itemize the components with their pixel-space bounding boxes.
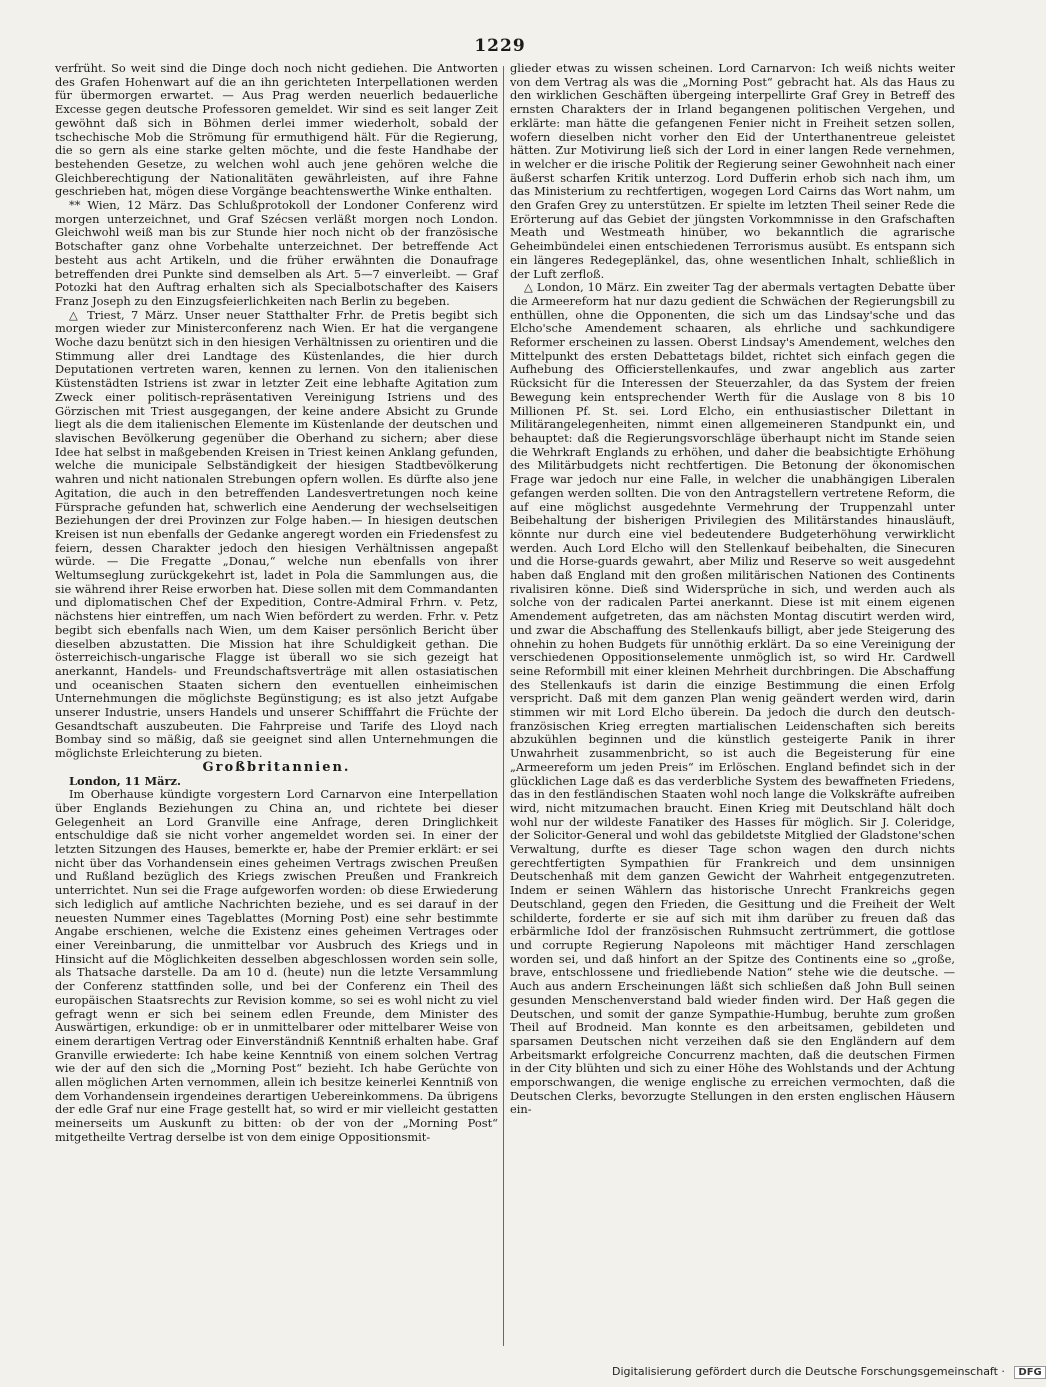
article-vienna: ** Wien, 12 März. Das Schlußprotokoll der Londoner Conferenz wird morgen unterzeichnet, und Graf Szécsen verläßt morgen noch London. Gleichwohl weiß man bis zur Stunde hier noch nicht ob der französische Botschafter ganz ohne Vorbehalte unterzeichnet. Der betreffende Act besteht aus acht Artikeln, und die früher erwähnten die Donaufrage betreffenden drei Punkte sind demselben als Art. 5—7 einverleibt. — Graf Potozki hat den Auftrag erhalten sich als Specialbotschafter des Kaisers Franz Joseph zu den Einzugsfeierlichkeiten nach Berlin zu begeben. bbox=[55, 198, 498, 308]
article-london-upper-house: Im Oberhause kündigte vorgestern Lord Carnarvon eine Interpellation über Englands Beziehungen zu China an, und richtete bei dieser Gelegenheit an Lord Granville eine Anfrage, deren Dringlichkeit entschuldige daß sie nicht vorher angemeldet worden sei. In einer der letzten Sitzungen des Hauses, bemerkte er, habe der Premier erklärt: er sei nicht über das Vorhandensein eines geheimen Vertrags zwischen Preußen und Rußland bezüglich des Kriegs zwischen Preußen und Frankreich unterrichtet. Nun sei die Frage aufgeworfen worden: ob diese Erwiederung sich lediglich auf amtliche Nachrichten beziehe, und es sei darauf in der neuesten Nummer eines Tageblattes (Morning Post) eine sehr bestimmte Angabe erschienen, welche die Existenz eines geheimen Vertrages oder einer Vereinbarung, die unmittelbar vor Ausbruch des Kriegs und in Hinsicht auf die Möglichkeiten desselben abgeschlossen worden sein solle, als Thatsache darstelle. Da am 10 d. (heute) nun die letzte Versammlung der Conferenz stattfinden solle, und bei der Conferenz ein Theil des europäischen Staatsrechts zur Revision komme, so sei es wohl nicht zu viel gefragt wenn er sich bei seinem edlen Freunde, dem Minister des Auswärtigen, erkundige: ob er in unmittelbarer oder mittelbarer Weise von einem derartigen Vertrag oder Einverständniß Kenntniß erhalten habe. Graf Granville erwiederte: Ich habe keine Kenntniß von einem solchen Vertrag wie der auf den sich die „Morning Post“ bezieht. Ich habe Gerüchte von allen möglichen Arten vernommen, allein ich besitze keinerlei Kenntniß von dem Vorhandensein irgendeines derartigen Uebereinkommens. Da übrigens der edle Graf nur eine Frage gestellt hat, so wird er mir vielleicht gestatten meinerseits um Auskunft zu bitten: ob der von der „Morning Post“ mitgetheilte Vertrag derselbe ist von dem einige Oppositionsmit- bbox=[55, 787, 498, 1144]
article-continued: glieder etwas zu wissen scheinen. Lord Carnarvon: Ich weiß nichts weiter von dem Vertrag als was die „Morning Post“ gebracht hat. Als das Haus zu den wirklichen Geschäften übergeing interpellirte Graf Grey in Betreff des ernsten Charakters der in Irland begangenen politischen Vergehen, und erklärte: man hätte die gefangenen Fenier nicht in Freiheit setzen sollen, wofern dieselben nicht vorher den Eid der Unterthanentreue geleistet hätten. Zur Motivirung ließ sich der Lord in einer langen Rede vernehmen, in welcher er die irische Politik der Regierung seiner Gewohnheit nach einer äußerst scharfen Kritik unterzog. Lord Dufferin erhob sich nach ihm, um das Ministerium zu rechtfertigen, wogegen Lord Cairns das Wort nahm, um den Grafen Grey zu unterstützen. Er spielte im letzten Theil seiner Rede die Erörterung auf das Gebiet der jüngsten Vorkommnisse in den Grafschaften Meath und Westmeath hinüber, wo bekanntlich die agrarische Geheimbündelei einen entschiedenen Terrorismus ausübt. Es entspann sich ein längeres Redegeplänkel, das, ohne wesentlichen Inhalt, schließlich in der Luft zerfloß. bbox=[510, 61, 956, 281]
article-text: verfrüht. So weit sind die Dinge doch noch nicht gediehen. Die Antworten des Grafen Hohenwart auf die an ihn gerichteten Interpellationen werden für übermorgen erwartet. — Aus Prag werden neuerlich bedauerliche Excesse gegen deutsche Professoren gemeldet. Wir sind es seit langer Zeit gewöhnt daß sich in Böhmen derlei immer wiederholt, sobald der tschechische Mob die Strömung für ermuthigend hält. Für die Regierung, die so gern als eine starke gelten möchte, und die feste Handhabe der bestehenden Gesetze, zu welchen wohl auch jene gehören welche die Gleichberechtigung der Nationalitäten gewährleisten, auf ihre Fahne geschrieben hat, mögen diese Vorgänge beachtenswerthe Winke enthalten. bbox=[55, 61, 498, 199]
column-divider bbox=[503, 66, 504, 1346]
left-column bbox=[55, 62, 498, 1354]
section-title: Großbritannien. bbox=[202, 759, 351, 775]
dateline-london: London, 11 März. bbox=[69, 773, 181, 788]
footer-text: Digitalisierung gefördert durch die Deutsche Forschungsgemeinschaft · bbox=[612, 1365, 1005, 1378]
dfg-logo: DFG bbox=[1014, 1366, 1045, 1379]
article-london-army-reform: △ London, 10 März. Ein zweiter Tag der abermals vertagten Debatte über die Armeereform hat nur dazu gedient die Schwächen der Regierungsbill zu enthüllen, ohne die Opponenten, die sich um das Lindsay'sche und das Elcho'sche Amendement schaaren, als ehrliche und sachkundigere Reformer erscheinen zu lassen. Oberst Lindsay's Amendement, welches den Mittelpunkt des ersten Debattetags bildet, richtet sich einfach gegen die Aufhebung des Officierstellenkaufes, und zwar angeblich aus zarter Rücksicht für die Interessen der Steuerzahler, da das System der freien Bewegung kein entsprechender Werth für die Auslage von 8 bis 10 Millionen Pf. St. sei. Lord Elcho, ein enthusiastischer Dilettant in Militärangelegenheiten, nimmt einen allgemeineren Standpunkt ein, und behauptet: daß die Regierungsvorschläge überhaupt nicht im Stande seien die Wehrkraft Englands zu erhöhen, und daher die beabsichtigte Erhöhung des Militärbudgets nicht rechtfertigen. Die Betonung der ökonomischen Frage war jedoch nur eine Falle, in welcher die unabhängigen Liberalen gefangen werden sollten. Die von den Antragstellern vertretene Reform, die auf eine möglichst ausgedehnte Vermehrung der Truppenzahl unter Beibehaltung der bisherigen Privilegien des Militärstandes hinausläuft, könnte nur durch eine viel bedeutendere Budgeterhöhung verwirklicht werden. Auch Lord Elcho will den Stellenkauf beibehalten, die Sinecuren und die Horse-guards gewahrt, aber Miliz und Reserve so weit ausgedehnt haben daß England mit den großen militärischen Nationen des Continents rivalisiren könne. Dieß sind Widersprüche in sich, und werden auch als solche von der radicalen Partei anerkannt. Diese ist mit einem eigenen Amendement aufgetreten, das am nächsten Montag discutirt werden wird, und zwar die Abschaffung des Stellenkaufs billigt, aber jede Steigerung des ohnehin zu hohen Budgets für unnöthig erklärt. Da so eine Vereinigung der verschiedenen Oppositionselemente unmöglich ist, so wird Hr. Cardwell seine Reformbill mit einer kleinen Mehrheit durchbringen. Die Abschaffung des Stellenkaufs ist darin die einzige Bestimmung die einen Erfolg verspricht. Daß mit dem ganzen Plan wenig geändert werden wird, darin stimmen wir mit Lord Elcho überein. Da jedoch die durch den deutsch-französischen Krieg erregten martialischen Leidenschaften sich bereits abzukühlen beginnen und die künstlich gesteigerte Panik in ihrer Unwahrheit zusammenbricht, so ist auch die Begeisterung für eine „Armeereform um jeden Preis“ im Erlöschen. England befindet sich in der glücklichen Lage daß es das verderbliche System des bewaffneten Friedens, das in den festländischen Staaten wohl noch lange die Volkskräfte aufreiben wird, nicht mitzumachen braucht. Einen Krieg mit Deutschland hält doch wohl nur der wildeste Fanatiker des Hasses für möglich. Sir J. Coleridge, der Solicitor-General und wohl das gebildetste Mitglied der Gladstone'schen Verwaltung, durfte es dieser Tage schon wagen den durch nichts gerechtfertigten Sympathien für Frankreich und dem unsinnigen Deutschenhaß mit dem ganzen Gewicht der Wahrheit entgegenzutreten. Indem er seinen Wählern das historische Unrecht Frankreichs gegen Deutschland, gegen den Frieden, die Gesittung und die Freiheit der Welt schilderte, forderte er sie auf sich mit ihm darüber zu freuen daß das erbärmliche Idol der französischen Ruhmsucht zertrümmert, die gottlose und corrupte Regierung Napoleons mit mächtiger Hand zerschlagen worden sei, und daß hinfort an der Spitze des Continents eine so „große, brave, entschlossene und friedliebende Nation“ stehe wie die deutsche. — Auch aus andern Erscheinungen läßt sich schließen daß John Bull seinen gesunden Menschenverstand bald wieder finden wird. Der Haß gegen die Deutschen, und somit der ganze Sympathie-Humbug, beruhte zum großen Theil auf Brodneid. Man konnte es den arbeitsamen, gebildeten und sparsamen Deutschen nicht verzeihen daß sie den Engländern auf dem Arbeitsmarkt erfolgreiche Concurrenz machten, daß die deutschen Firmen in der City blühten und sich zu einer Höhe des Wohlstands und der Achtung emporschwangen, die wenige englische zu erreichen vermochten, daß die Deutschen Clerks, bevorzugte Stellungen in den ersten englischen Häusern ein- bbox=[510, 280, 955, 1117]
footer-credit bbox=[612, 1365, 1042, 1381]
right-column bbox=[510, 62, 955, 1354]
page-number: 1229 bbox=[474, 36, 526, 56]
article-triest: △ Triest, 7 März. Unser neuer Statthalter Frhr. de Pretis begibt sich morgen wieder zur Ministerconferenz nach Wien. Er hat die vergangene Woche dazu benützt sich in den hiesigen Verhältnissen zu orientiren und die Stimmung aller drei Landtage des Küstenlandes, die hier durch Deputationen vertreten waren, kennen zu lernen. Von den italienischen Küstenstädten Istriens ist zwar in letzter Zeit eine lebhafte Agitation zum Zweck einer politisch-repräsentativen Vereinigung Istriens und des Görzischen mit Triest ausgegangen, der keine andere Absicht zu Grunde liegt als die dem italienischen Elemente im Küstenlande der deutschen und slavischen Bevölkerung gegenüber die Oberhand zu sichern; aber diese Idee hat selbst in maßgebenden Kreisen in Triest keinen Anklang gefunden, welche die municipale Selbständigkeit der hiesigen Stadtbevölkerung wahren und nicht nationalen Strebungen opfern wollen. Es dürfte also jene Agitation, die auch in den betreffenden Landesvertretungen noch keine Fürsprache gefunden hat, schwerlich eine Aenderung der wechselseitigen Beziehungen der drei Provinzen zur Folge haben.— In hiesigen deutschen Kreisen ist nun ebenfalls der Gedanke angeregt worden ein Friedensfest zu feiern, dessen Charakter jedoch den hiesigen Verhältnissen angepaßt würde. — Die Fregatte „Donau,“ welche nun ebenfalls von ihrer Weltumseglung zurückgekehrt ist, ladet in Pola die Sammlungen aus, die sie während ihrer Reise erworben hat. Diese sollen mit dem Commandanten und diplomatischen Chef der Expedition, Contre-Admiral Frhrn. v. Petz, nächstens hier eintreffen, um nach Wien befördert zu werden. Frhr. v. Petz begibt sich ebenfalls nach Wien, um dem Kaiser persönlich Bericht über dieselben abzustatten. Die Mission hat ihre Schuldigkeit gethan. Die österreichisch-ungarische Flagge ist überall wo sie sich gezeigt hat anerkannt, Handels- und Freundschaftsverträge mit allen ostasiatischen und oceanischen Staaten sichern den eventuellen einheimischen Unternehmungen die möglichste Begünstigung; es ist also jetzt Aufgabe unserer Industrie, unsers Handels und unserer Schifffahrt die Früchte der Gesandtschaft auszubeuten. Die Fahrpreise und Tarife des Lloyd nach Bombay sind so mäßig, daß sie geeignet sind allen Unternehmungen die möglichste Erleichterung zu bieten. bbox=[55, 307, 498, 761]
